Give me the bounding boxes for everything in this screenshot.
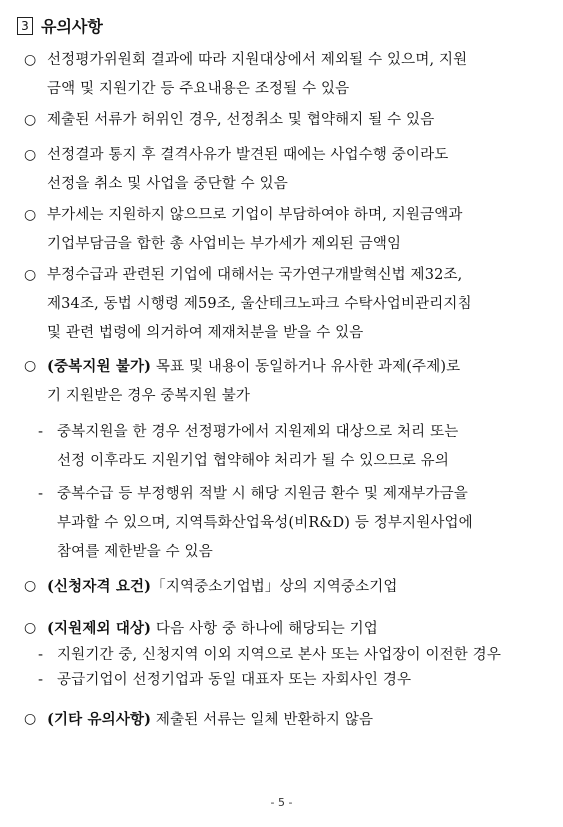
notice-line: 제34조, 동법 시행령 제59조, 울산테크노파크 수탁사업비관리지침 <box>47 296 472 312</box>
notice-bold-label: (신청자격 요건) <box>47 578 152 595</box>
bullet-circle: ○ <box>24 711 37 727</box>
sub-notice-line: 참여를 제한받을 수 있음 <box>57 544 213 560</box>
notice-bold-label: (기타 유의사항) <box>47 711 152 728</box>
notice-line-rest: 다음 사항 중 하나에 해당되는 기업 <box>151 621 378 637</box>
sub-notice-line: 부과할 수 있으며, 지역특화산업육성(비R&D) 등 정부지원사업에 <box>57 515 473 531</box>
dash-bullet: - <box>38 424 44 440</box>
notice-line <box>47 572 547 602</box>
notice-bold-label: (중복지원 불가) <box>47 358 152 375</box>
dash-bullet: - <box>38 672 44 688</box>
page-number: - 5 - <box>270 796 293 809</box>
sub-notice-line: 중복지원을 한 경우 선정평가에서 지원제외 대상으로 처리 또는 <box>57 424 459 440</box>
section-number-box: 3 <box>17 17 33 35</box>
notice-line <box>47 705 547 735</box>
notice-line-rest: 제출된 서류는 일체 반환하지 않음 <box>151 712 374 728</box>
notice-line: 및 관련 법령에 의거하여 제재처분을 받을 수 있음 <box>47 325 364 341</box>
notice-line: 제출된 서류가 허위인 경우, 선정취소 및 협약해지 될 수 있음 <box>47 112 435 128</box>
section-heading <box>17 14 103 37</box>
sub-notice-line: 중복수급 등 부정행위 적발 시 해당 지원금 환수 및 제재부가금을 <box>57 486 468 502</box>
bullet-circle: ○ <box>24 578 37 594</box>
sub-notice-line: 공급기업이 선정기업과 동일 대표자 또는 자회사인 경우 <box>57 672 412 688</box>
notice-line: 기 지원받은 경우 중복지원 불가 <box>47 388 251 404</box>
sub-notice-line: 지원기간 중, 신청지역 이외 지역으로 본사 또는 사업장이 이전한 경우 <box>57 647 501 663</box>
bullet-circle: ○ <box>24 112 37 128</box>
notice-line: 부가세는 지원하지 않으므로 기업이 부담하여야 하며, 지원금액과 <box>47 207 463 223</box>
bullet-circle: ○ <box>24 358 37 374</box>
notice-line: 금액 및 지원기간 등 주요내용은 조정될 수 있음 <box>47 81 350 97</box>
notice-line: 선정평가위원회 결과에 따라 지원대상에서 제외될 수 있으며, 지원 <box>47 52 468 68</box>
notice-line-rest: 「지역중소기업법」상의 지역중소기업 <box>151 579 398 595</box>
bullet-circle: ○ <box>24 52 37 68</box>
notice-line <box>47 352 547 382</box>
bullet-circle: ○ <box>24 207 37 223</box>
section-title: 유의사항 <box>41 17 103 36</box>
dash-bullet: - <box>38 647 44 663</box>
notice-line: 부정수급과 관련된 기업에 대해서는 국가연구개발혁신법 제32조, <box>47 267 463 283</box>
bullet-circle: ○ <box>24 620 37 636</box>
notice-line: 선정을 취소 및 사업을 중단할 수 있음 <box>47 176 288 192</box>
notice-line: 기업부담금을 합한 총 사업비는 부가세가 제외된 금액임 <box>47 236 402 252</box>
notice-line <box>47 614 547 644</box>
bullet-circle: ○ <box>24 267 37 283</box>
notice-line: 선정결과 통지 후 결격사유가 발견된 때에는 사업수행 중이라도 <box>47 147 449 163</box>
notice-line-rest: 목표 및 내용이 동일하거나 유사한 과제(주제)로 <box>151 359 461 375</box>
sub-notice-line: 선정 이후라도 지원기업 협약해야 처리가 될 수 있으므로 유의 <box>57 453 449 469</box>
notice-bold-label: (지원제외 대상) <box>47 620 152 637</box>
dash-bullet: - <box>38 486 44 502</box>
bullet-circle: ○ <box>24 147 37 163</box>
